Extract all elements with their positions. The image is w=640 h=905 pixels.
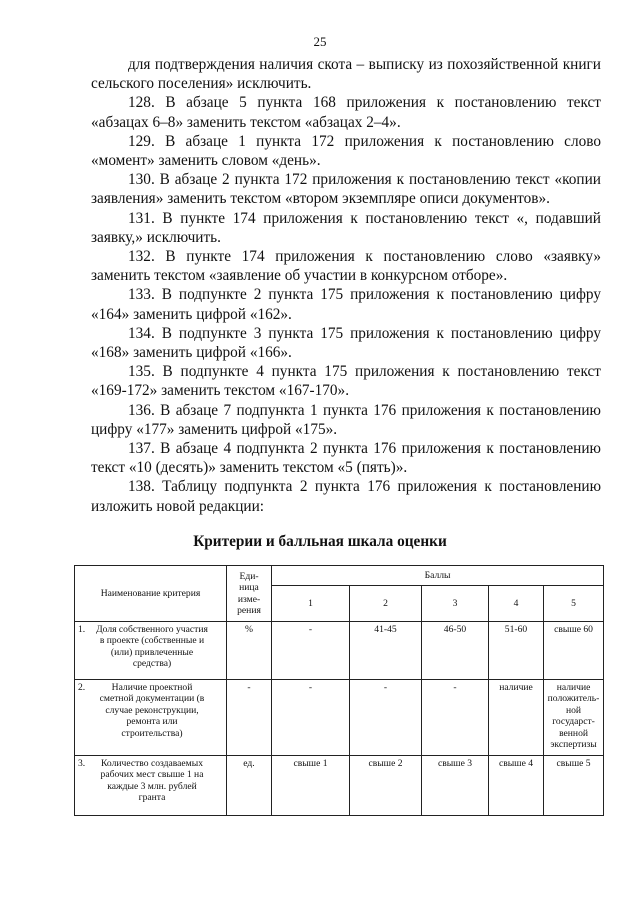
score-cell: - [350,680,422,756]
score-cell: 51-60 [489,622,544,680]
page-number: 25 [313,34,327,49]
score-cell: свыше 60 [544,622,604,680]
header-scores: Баллы [272,566,604,586]
score-cell: свыше 1 [272,756,350,816]
paragraph-continuation: для подтверждения наличия скота – выписку из похозяйственной книги сельского поселения» исключить. [91,56,601,93]
header-score-1: 1 [272,586,350,622]
header-score-2: 2 [350,586,422,622]
paragraph-134: 134. В подпункте 3 пункта 175 приложения к постановлению цифру «168» заменить цифрой «166». [91,324,601,362]
header-score-4: 4 [489,586,544,622]
score-cell: свыше 4 [489,756,544,816]
unit-cell: - [227,680,272,756]
paragraph-136: 136. В абзаце 7 подпункта 1 пункта 176 приложения к постановлению цифру «177» заменить цифрой «175». [91,401,601,438]
score-cell: наличие [489,680,544,756]
score-cell: свыше 2 [350,756,422,816]
score-cell: - [272,622,350,680]
table-row [75,622,604,680]
criterion-text: Доля собственного участия в проекте (собственные и (или) привлеченные средства) [96,624,208,670]
table-title: Критерии и балльная шкала оценки [193,533,447,550]
criterion-text: Количество создаваемых рабочих мест свыше 1 на каждые 3 млн. рублей гранта [100,758,204,804]
score-cell: - [422,680,489,756]
criterion-cell [75,680,227,756]
unit-cell: ед. [227,756,272,816]
unit-cell: % [227,622,272,680]
row-number: 1. [78,624,86,635]
score-cell: наличие положитель-ной государст-венной экспертизы [544,680,604,756]
row-number: 2. [78,682,86,693]
header-score-5: 5 [544,586,604,622]
paragraph-135: 135. В подпункте 4 пункта 175 приложения к постановлению текст «169-172» заменить текстом «167-170». [91,363,601,400]
criterion-cell [75,622,227,680]
header-unit: Еди-ница изме-рения [227,566,272,622]
header-score-3: 3 [422,586,489,622]
table-header-row [75,566,604,586]
paragraph-132: 132. В пункте 174 приложения к постановлению слово «заявку» заменить текстом «заявление об участии в конкурсном отборе». [91,248,601,285]
paragraph-130: 130. В абзаце 2 пункта 172 приложения к постановлению текст «копии заявления» заменить текстом «втором экземпляре описи документов». [91,171,601,208]
criteria-table [74,565,604,816]
criterion-text: Наличие проектной сметной документации (в случае реконструкции, ремонта или строительства) [99,682,205,739]
table-row [75,756,604,816]
row-number: 3. [78,758,86,769]
paragraph-133: 133. В подпункте 2 пункта 175 приложения к постановлению цифру «164» заменить цифрой «162». [91,286,601,323]
score-cell: свыше 5 [544,756,604,816]
paragraph-128: 128. В абзаце 5 пункта 168 приложения к постановлению текст «абзацах 6–8» заменить текстом «абзацах 2–4». [91,94,601,131]
score-cell: 46-50 [422,622,489,680]
score-cell: свыше 3 [422,756,489,816]
paragraph-137: 137. В абзаце 4 подпункта 2 пункта 176 приложения к постановлению текст «10 (десять)» заменить текстом «5 (пять)». [91,440,601,477]
criterion-cell [75,756,227,816]
score-cell: 41-45 [350,622,422,680]
table-row [75,680,604,756]
paragraph-138: 138. Таблицу подпункта 2 пункта 176 приложения к постановлению изложить новой редакции: [91,478,601,515]
document-body [91,55,601,516]
paragraph-129: 129. В абзаце 1 пункта 172 приложения к постановлению слово «момент» заменить словом «день». [91,132,601,170]
score-cell: - [272,680,350,756]
header-criterion-name: Наименование критерия [75,566,227,622]
paragraph-131: 131. В пункте 174 приложения к постановлению текст «, подавший заявку,» исключить. [91,209,601,246]
